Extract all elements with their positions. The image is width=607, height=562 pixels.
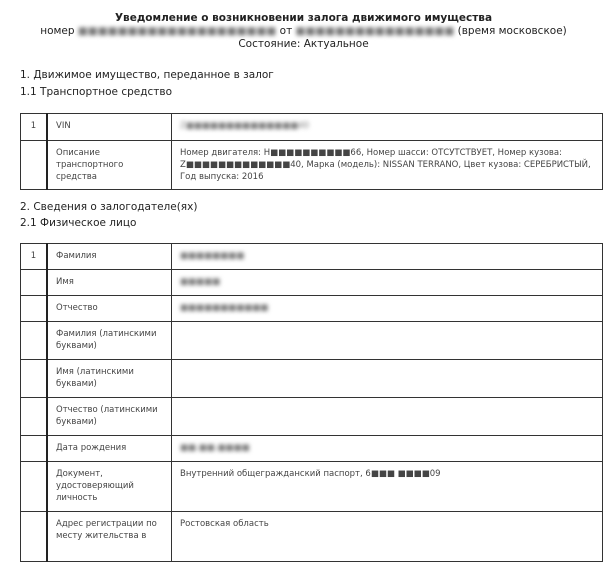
row-number	[21, 462, 48, 512]
number-prefix: номер	[40, 25, 75, 37]
table-row	[21, 114, 603, 141]
status: Состояние: Актуальное	[238, 38, 369, 50]
row-value	[172, 296, 603, 322]
section2-heading: 2. Сведения о залогодателе(ях)	[20, 201, 198, 213]
document-title: Уведомление о возникновении залога движимого имущества	[114, 12, 493, 24]
table-row	[21, 360, 603, 398]
row-label: Имя (латинскими буквами)	[47, 360, 172, 398]
row-label: Отчество	[47, 296, 172, 322]
value-text: ■■■■■■■■■■■	[180, 303, 269, 313]
vehicle-table	[20, 113, 603, 190]
date-prefix: от	[279, 25, 293, 37]
row-number	[21, 360, 48, 398]
row-number	[21, 141, 48, 190]
row-value	[172, 270, 603, 296]
table-row	[21, 296, 603, 322]
row-number: 1	[21, 244, 48, 270]
registration-number-line	[0, 25, 607, 38]
row-label: Дата рождения	[47, 436, 172, 462]
table-row	[21, 141, 603, 190]
section1-subheading: 1.1 Транспортное средство	[20, 86, 173, 98]
row-number	[21, 270, 48, 296]
date-value: ■■■■■■■■■■■■■■■■	[295, 25, 455, 37]
row-label: Фамилия (латинскими буквами)	[47, 322, 172, 360]
row-number: 1	[21, 114, 48, 141]
number-value: ■■■■■■■■■■■■■■■■■■■■	[77, 25, 277, 37]
row-value	[172, 462, 603, 512]
row-value	[172, 322, 603, 360]
row-value	[172, 436, 603, 462]
value-text: Внутренний общегражданский паспорт, 6■■■ ■■■■09	[180, 469, 441, 479]
table-row	[21, 270, 603, 296]
vin-value: Z■■■■■■■■■■■■■■40	[180, 121, 310, 131]
table-row	[21, 436, 603, 462]
section1-heading: 1. Движимое имущество, переданное в залог	[20, 69, 274, 81]
value-text: Ростовская область	[180, 519, 269, 529]
value-text: ■■.■■.■■■■	[180, 443, 250, 453]
row-value	[172, 360, 603, 398]
row-label: Описание транспортного средства	[47, 141, 172, 190]
row-label: VIN	[47, 114, 172, 141]
row-number	[21, 398, 48, 436]
value-text: ■■■■■	[180, 277, 221, 287]
pledgor-table	[20, 243, 603, 562]
table-row	[21, 322, 603, 360]
row-value	[172, 244, 603, 270]
section2-subheading: 2.1 Физическое лицо	[20, 217, 137, 229]
row-number	[21, 322, 48, 360]
value-text: ■■■■■■■■	[180, 251, 245, 261]
table-row	[21, 244, 603, 270]
row-label: Адрес регистрации по месту жительства в	[47, 512, 172, 562]
row-value	[172, 512, 603, 562]
row-value	[172, 398, 603, 436]
row-label: Отчество (латинскими буквами)	[47, 398, 172, 436]
table-row	[21, 398, 603, 436]
row-number	[21, 296, 48, 322]
row-number	[21, 512, 48, 562]
row-value: Номер двигателя: Н■■■■■■■■■■66, Номер шасси: ОТСУТСТВУЕТ, Номер кузова: Z■■■■■■■■■■■■■40, Марка (модель): NISSAN TERRANO, Цвет кузова: СЕРЕБРИСТЫЙ, Год выпуска: 2016	[172, 141, 603, 190]
table-row	[21, 462, 603, 512]
time-note: (время московское)	[457, 25, 567, 37]
row-value	[172, 114, 603, 141]
row-label: Документ, удостоверяющий личность	[47, 462, 172, 512]
row-label: Фамилия	[47, 244, 172, 270]
table-row	[21, 512, 603, 562]
row-number	[21, 436, 48, 462]
row-label: Имя	[47, 270, 172, 296]
